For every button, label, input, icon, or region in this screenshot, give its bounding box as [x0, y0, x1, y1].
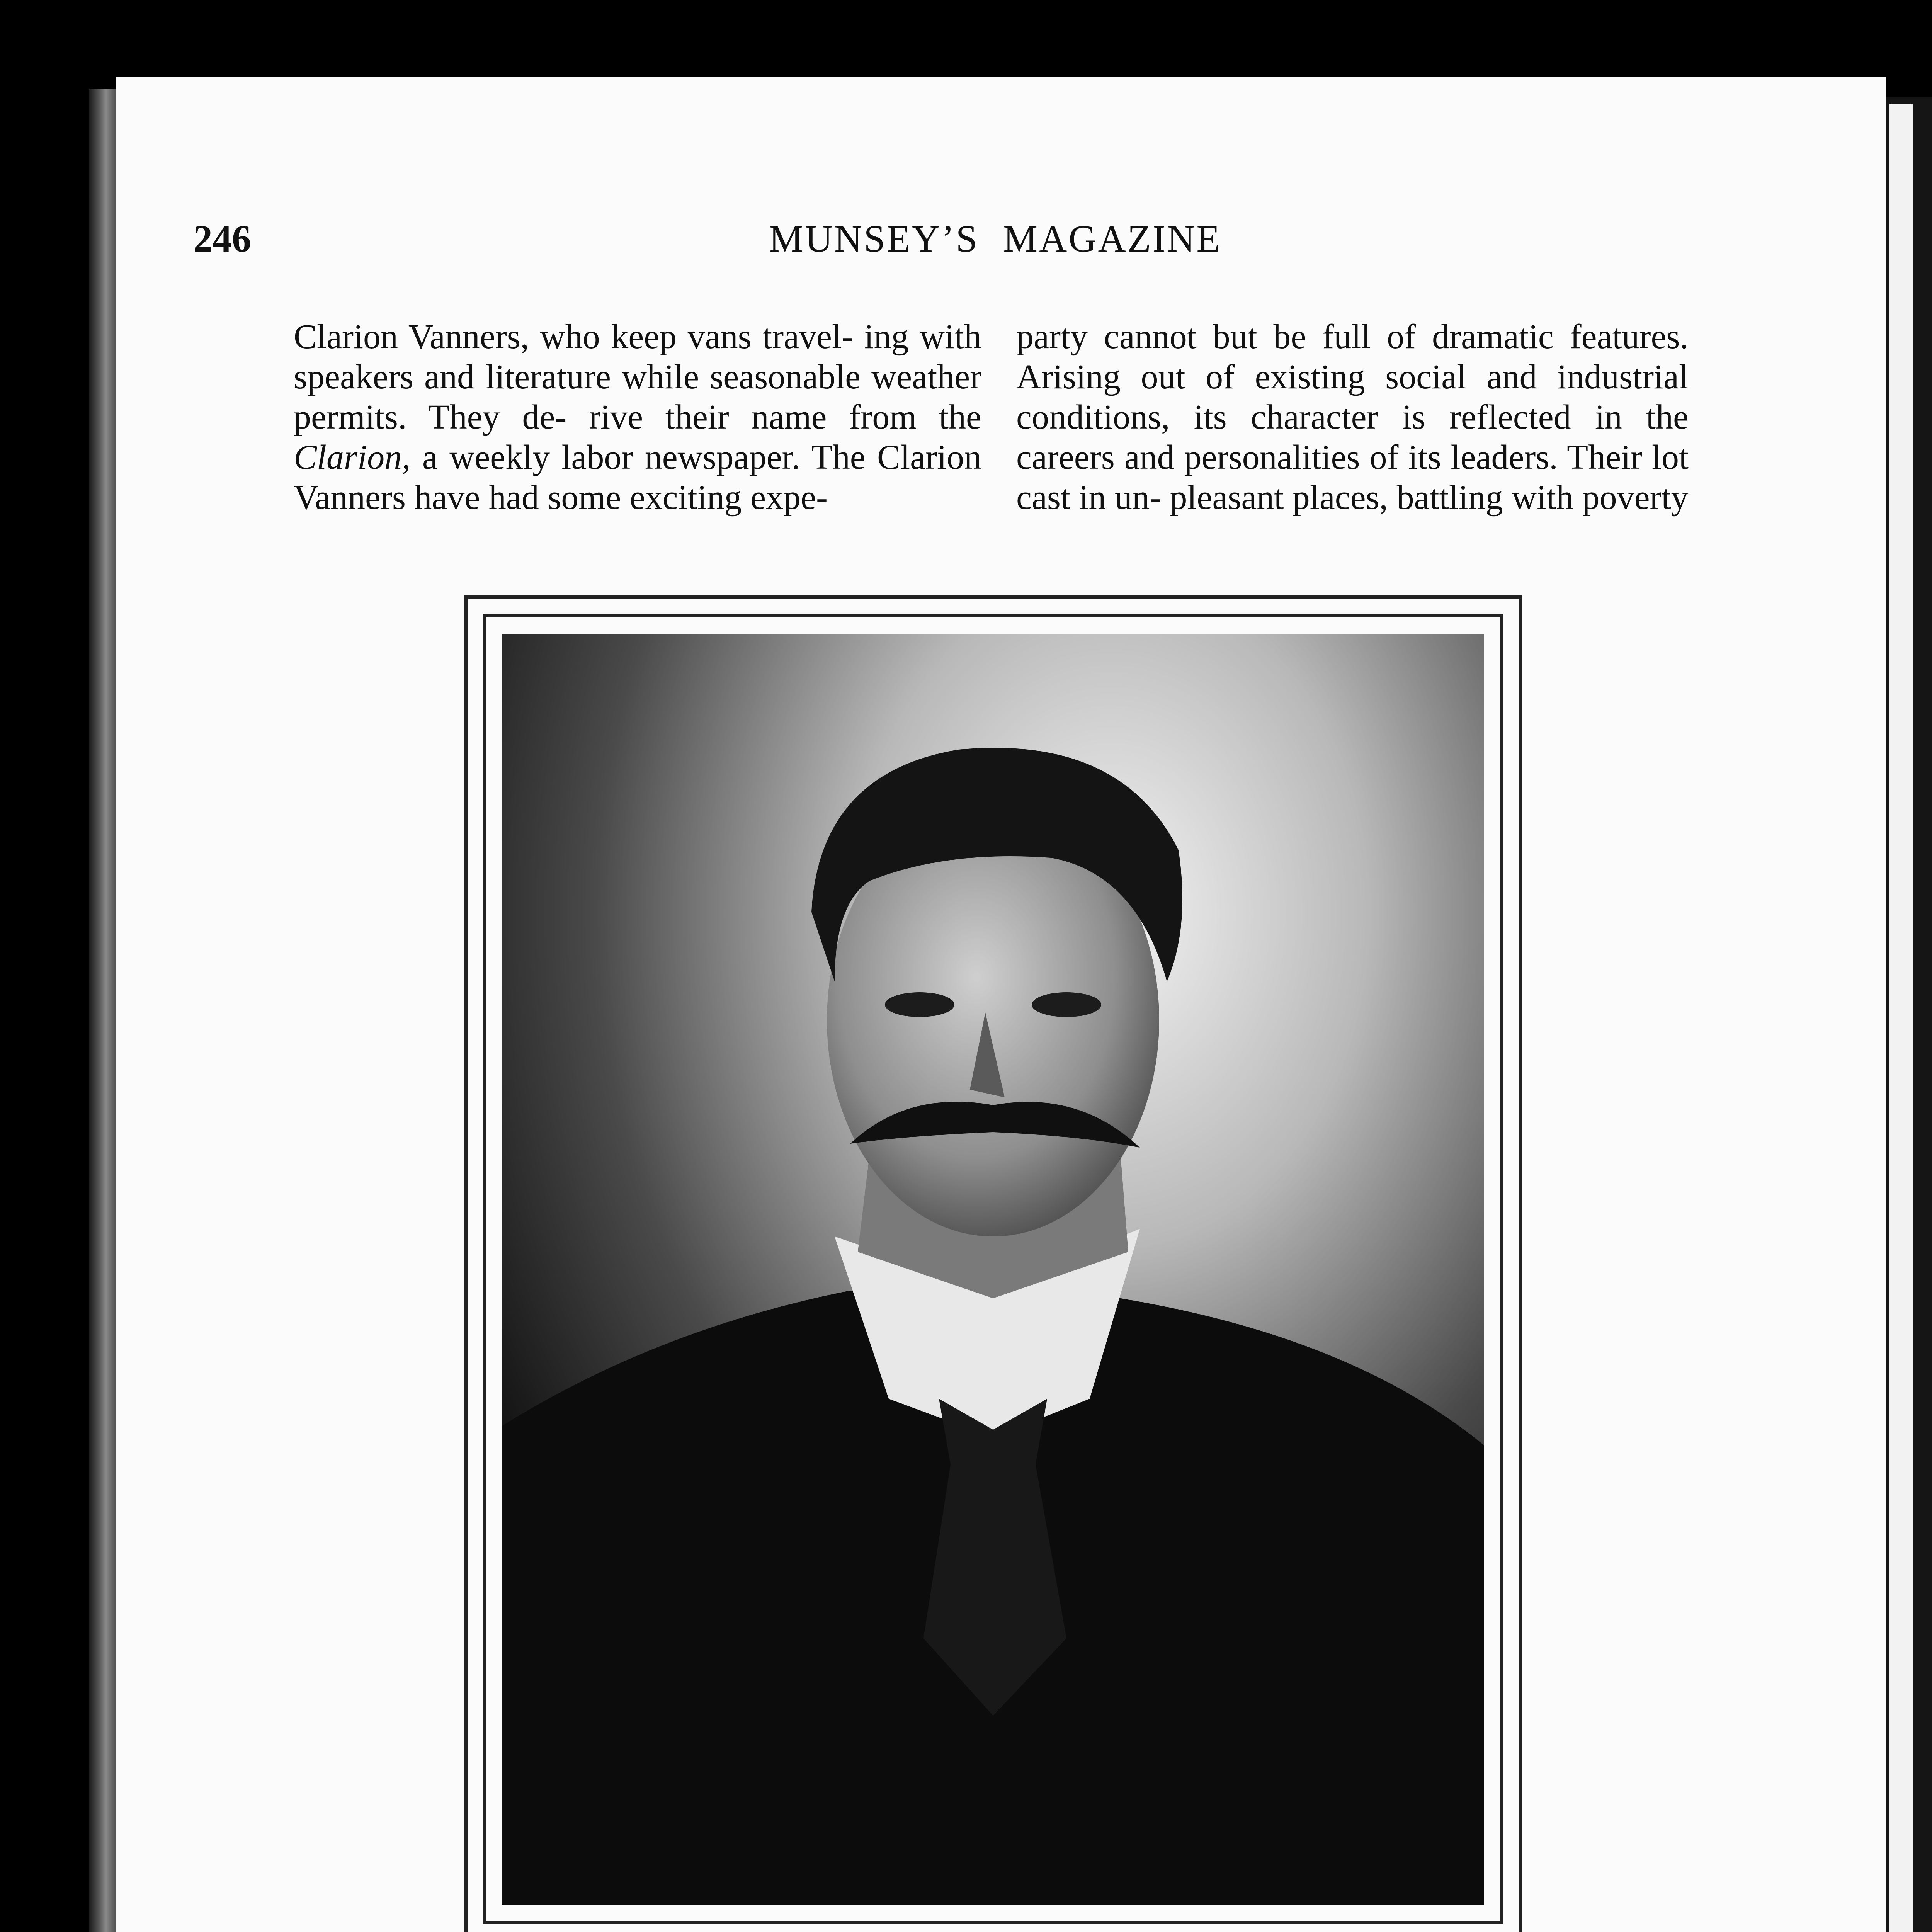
text-run: a weekly labor newspaper. The Clarion Vanners have had some exciting expe-: [294, 438, 981, 517]
column-top-right: [1016, 317, 1689, 556]
newspaper-title: Clarion,: [294, 438, 411, 476]
running-head: MUNSEY’S MAGAZINE: [769, 217, 1222, 260]
scan-edge-left: [89, 89, 120, 1932]
paragraph-top-right: party cannot but be full of dramatic features. Arising out of existing social and industrial conditions, its character is reflected in the careers and personalities of its leaders. Their lot cast in un- pleasant places, battling with poverty: [1016, 318, 1689, 517]
paragraph-top-left: [294, 317, 981, 518]
adjacent-page-sliver: [1889, 104, 1913, 1932]
column-top-left: [294, 317, 981, 556]
text-run: Clarion Vanners, who keep vans travel- ing with speakers and literature while seasonable weather permits. They de- rive their name from the: [294, 318, 981, 436]
page-number: 246: [193, 217, 251, 260]
portrait-photo: [502, 634, 1484, 1905]
